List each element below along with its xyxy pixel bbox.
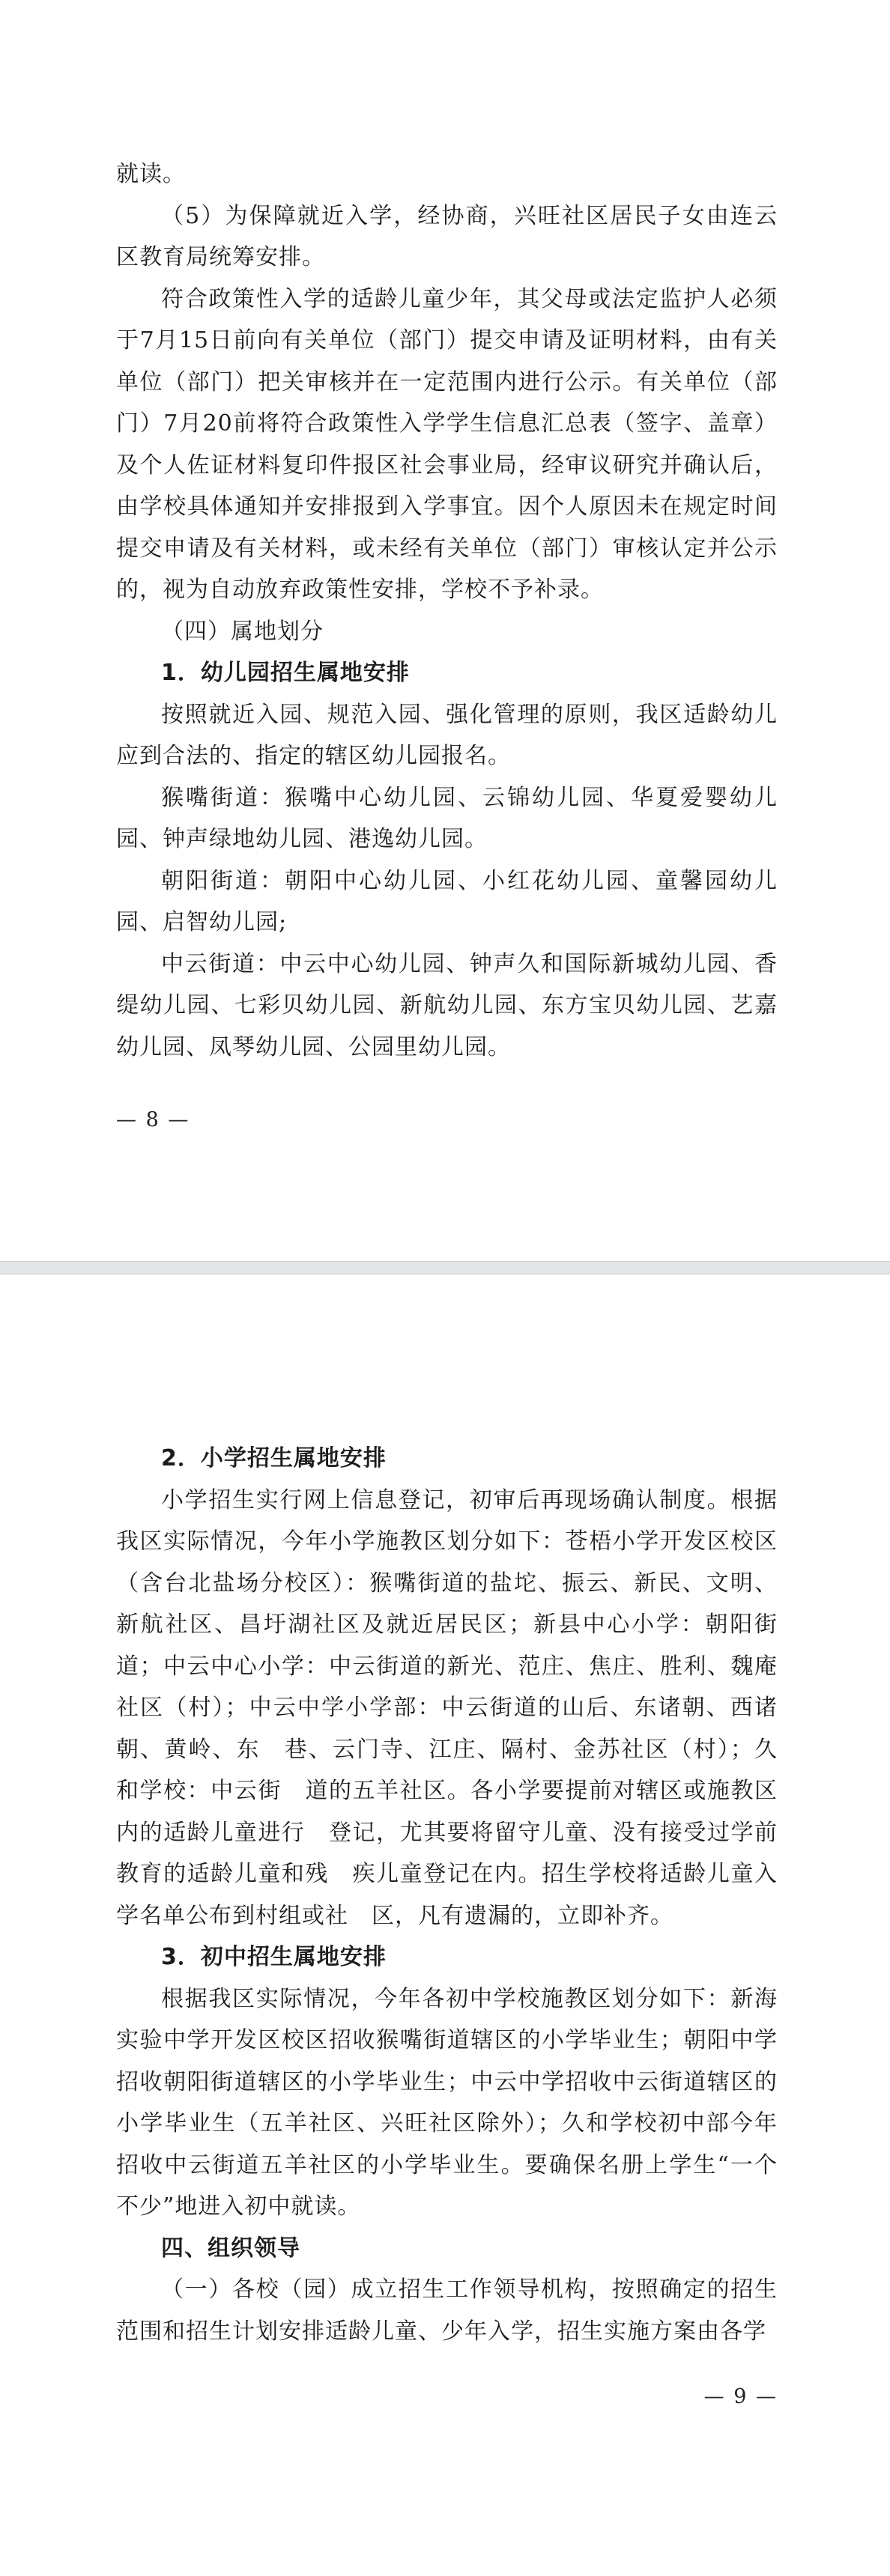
page-separator	[0, 1261, 890, 1275]
page-number: — 9 —	[703, 2385, 778, 2408]
paragraph-primary-school-zones: 小学招生实行网上信息登记，初审后再现场确认制度。根据我区实际情况，今年小学施教区划分如下：苍梧小学开发区校区（含台北盐场分校区）：猴嘴街道的盐坨、振云、新民、文明、新航社区、昌圩湖社区及就近居民区；新县中心小学：朝阳街道；中云中心小学：中云街道的新光、范庄、焦庄、胜利、魏庵社区（村）；中云中学小学部：中云街道的山后、东诸朝、西诸朝、黄岭、东 巷、云门寺、江庄、隔村、金苏社区（村）；久和学校：中云街 道的五羊社区。各小学要提前对辖区或施教区内的适龄儿童进行 登记，尤其要将留守儿童、没有接受过学前教育的适龄儿童和残 疾儿童登记在内。招生学校将适龄儿童入学名单公布到村组或社 区，凡有遗漏的，立即补齐。	[116, 1486, 778, 1929]
paragraph-chaoyang-street: 朝阳街道：朝阳中心幼儿园、小红花幼儿园、童馨园幼儿园、启智幼儿园;	[116, 867, 778, 935]
paragraph-organization-1: （一）各校（园）成立招生工作领导机构，按照确定的招生范围和招生计划安排适龄儿童、少年入学，招生实施方案由各学	[116, 2276, 778, 2345]
subheading-primary-school: 2．小学招生属地安排	[161, 1445, 387, 1471]
paragraph-middle-school-zones: 根据我区实际情况，今年各初中学校施教区划分如下：新海实验中学开发区校区招收猴嘴街道辖区的小学毕业生；朝阳中学招收朝阳街道辖区的小学毕业生；中云中学招收中云街道辖区的小学毕业生（五羊社区、兴旺社区除外）；久和学校初中部今年招收中云街道五羊社区的小学毕业生。要确保名册上学生“一个不少”地进入初中就读。	[116, 1985, 778, 2220]
paragraph-continuation: 就读。	[116, 161, 186, 187]
paragraph-houzui-street: 猴嘴街道：猴嘴中心幼儿园、云锦幼儿园、华夏爱婴幼儿园、钟声绿地幼儿园、港逸幼儿园。	[116, 784, 778, 852]
subheading-kindergarten: 1．幼儿园招生属地安排	[161, 660, 410, 686]
paragraph-item-5: （5）为保障就近入学，经协商，兴旺社区居民子女由连云区教育局统筹安排。	[116, 202, 778, 270]
paragraph-zhongyun-street: 中云街道：中云中心幼儿园、钟声久和国际新城幼儿园、香缇幼儿园、七彩贝幼儿园、新航幼儿园、东方宝贝幼儿园、艺嘉幼儿园、凤琴幼儿园、公园里幼儿园。	[116, 950, 778, 1060]
paragraph-kindergarten-principle: 按照就近入园、规范入园、强化管理的原则，我区适龄幼儿应到合法的、指定的辖区幼儿园报名。	[116, 701, 778, 769]
page-number: — 8 —	[116, 1108, 190, 1131]
subheading-middle-school: 3．初中招生属地安排	[161, 1944, 387, 1970]
document-page-9	[0, 1275, 890, 2576]
section-heading-organization: 四、组织领导	[161, 2235, 300, 2261]
section-heading-territorial-division: （四）属地划分	[161, 618, 324, 645]
document-page-8	[0, 0, 890, 1261]
paragraph-policy-enrollment: 符合政策性入学的适龄儿童少年，其父母或法定监护人必须于7月15日前向有关单位（部门）提交申请及证明材料，由有关单位（部门）把关审核并在一定范围内进行公示。有关单位（部门）7月20前将符合政策性入学学生信息汇总表（签字、盖章）及个人佐证材料复印件报区社会事业局，经审议研究并确认后，由学校具体通知并安排报到入学事宜。因个人原因未在规定时间提交申请及有关材料，或未经有关单位（部门）审核认定并公示的，视为自动放弃政策性安排，学校不予补录。	[116, 285, 778, 603]
